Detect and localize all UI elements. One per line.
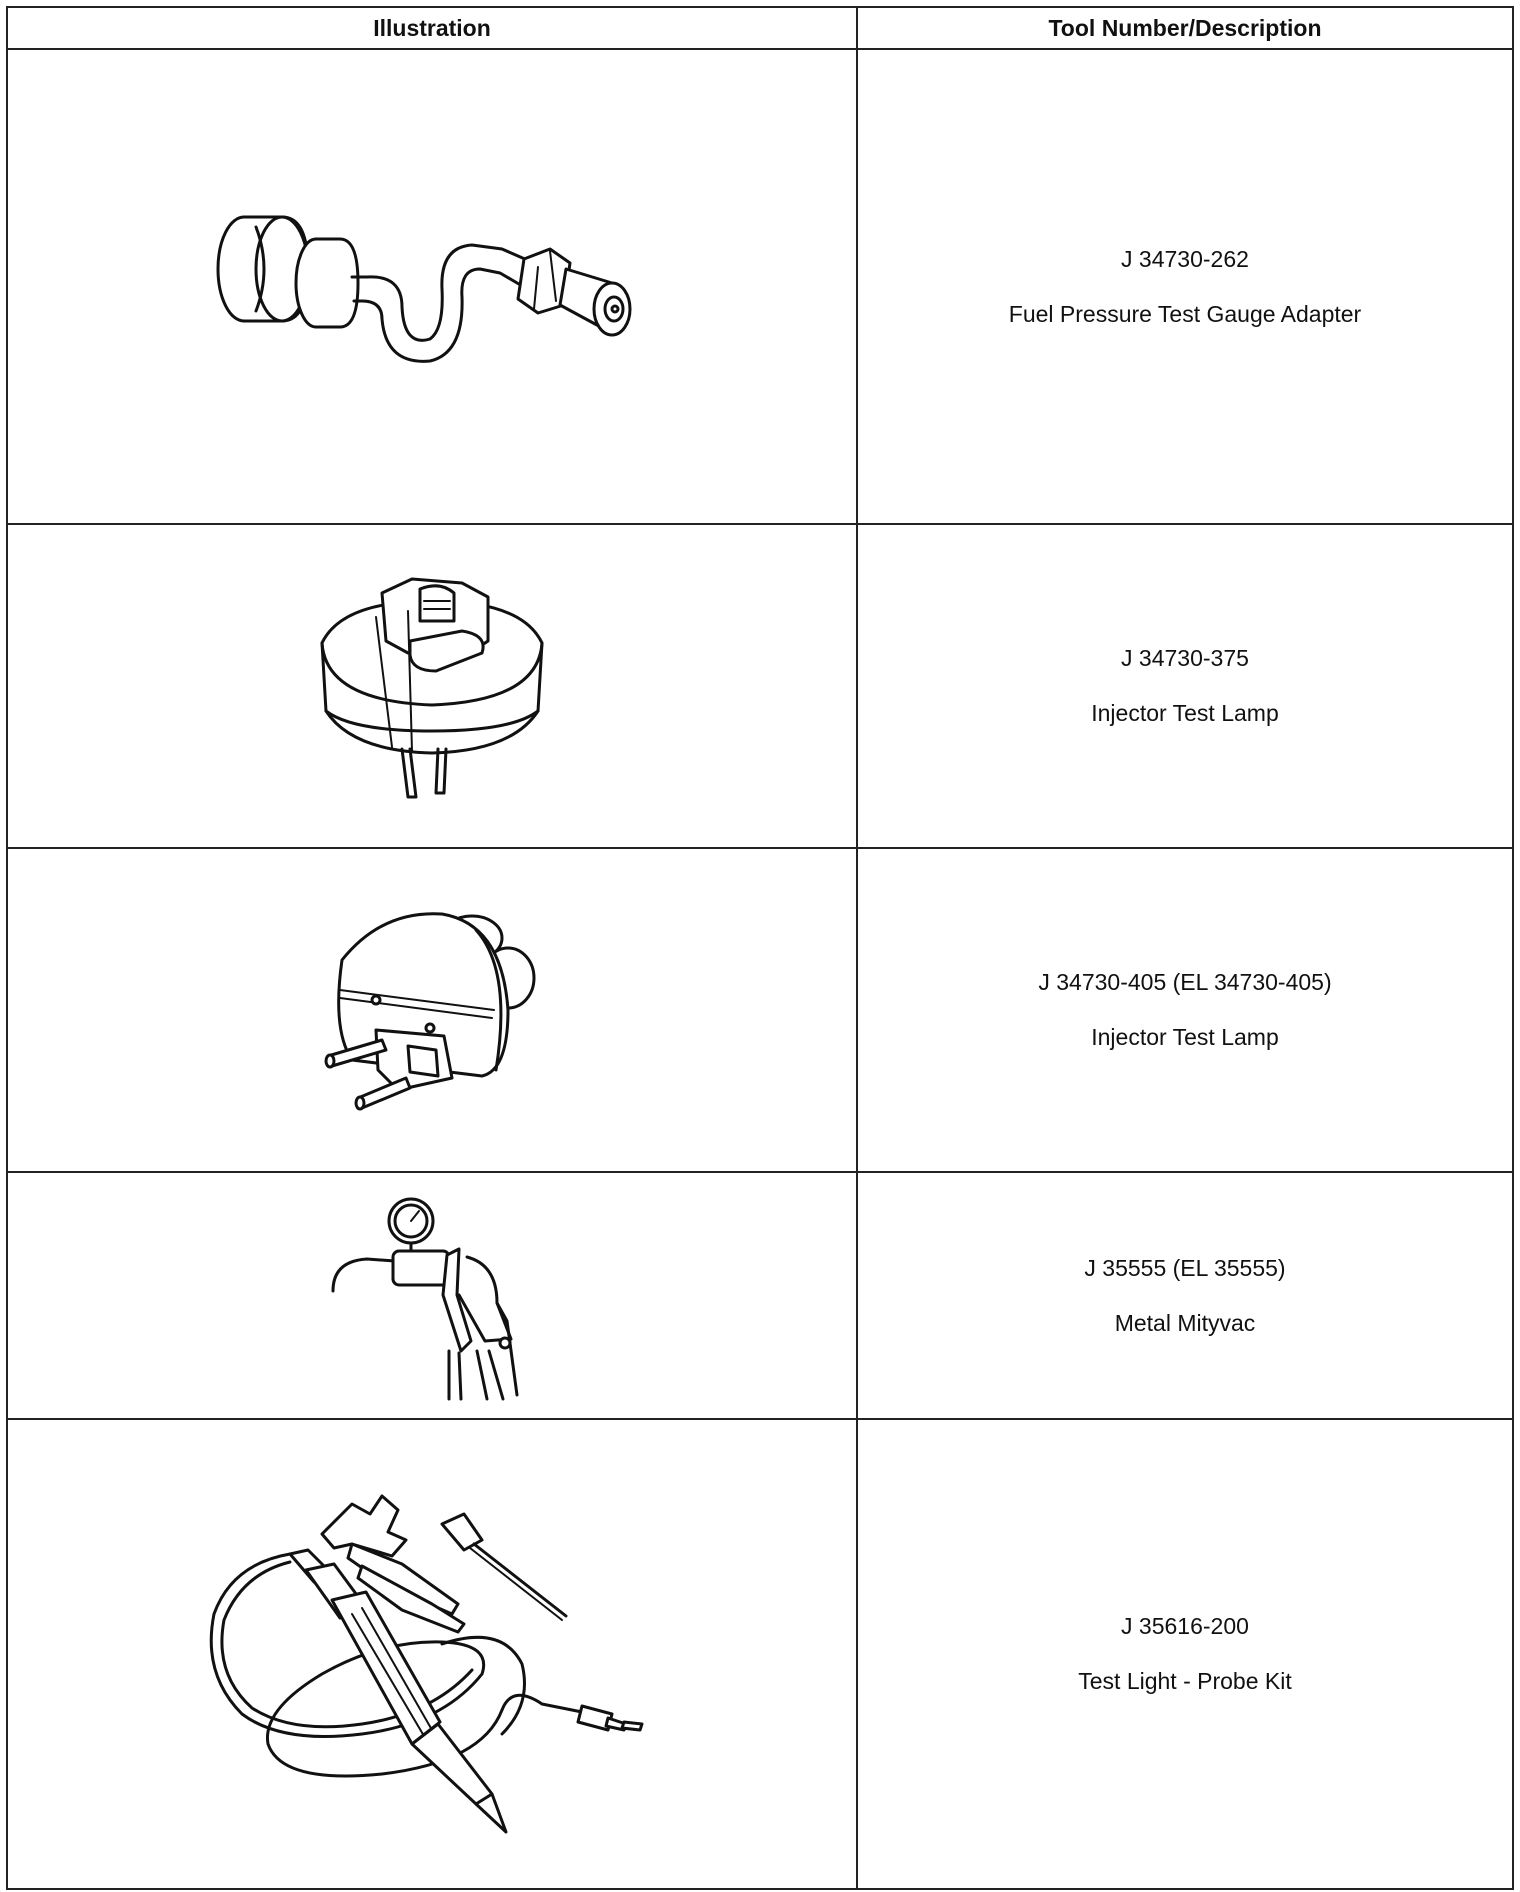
header-illustration: Illustration [7,7,857,49]
tool-number: J 34730-405 (EL 34730-405) [1038,969,1332,995]
injector-test-lamp-icon [312,571,552,801]
illustration-cell [7,848,857,1172]
tool-description: Test Light - Probe Kit [1078,1668,1292,1694]
tool-number: J 34730-375 [1121,645,1249,671]
tool-description: Injector Test Lamp [1091,1024,1279,1050]
header-row [7,7,1513,49]
tool-number: J 35555 (EL 35555) [1084,1254,1286,1281]
table-row [7,49,1513,524]
fuel-pressure-adapter-icon [212,197,652,377]
tool-description-cell [857,49,1513,524]
tool-description-cell [857,524,1513,848]
injector-test-lamp-405-icon [312,900,552,1120]
table-row [7,1172,1513,1419]
illustration-cell [7,1419,857,1889]
special-tools-table [6,6,1514,1890]
table-row [7,1419,1513,1889]
tool-description-cell [857,1419,1513,1889]
illustration-cell [7,524,857,848]
illustration-cell [7,1172,857,1419]
mityvac-icon [327,1191,537,1401]
tool-description: Fuel Pressure Test Gauge Adapter [1008,300,1362,327]
tool-number: J 34730-262 [1121,245,1249,272]
tool-description-cell [857,848,1513,1172]
test-light-probe-kit-icon [202,1474,662,1834]
tool-description: Injector Test Lamp [1091,700,1279,726]
header-tool-number-description: Tool Number/Description [857,7,1513,49]
illustration-cell [7,49,857,524]
table-row [7,524,1513,848]
tool-number: J 35616-200 [1121,1613,1249,1639]
table-row [7,848,1513,1172]
tool-description-cell [857,1172,1513,1419]
tool-description: Metal Mityvac [1114,1309,1256,1336]
